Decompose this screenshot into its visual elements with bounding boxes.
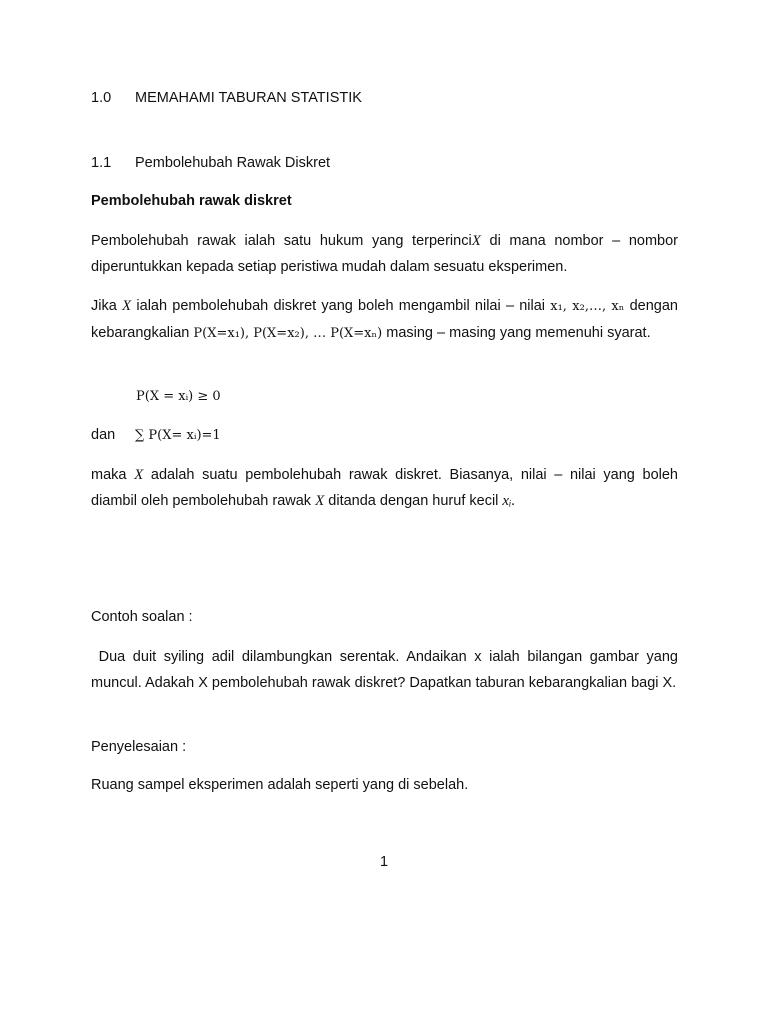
subsection-heading [91,155,330,171]
para2-t4: masing – masing yang memenuhi syarat. [382,325,651,341]
para3-var2: X [315,493,325,509]
para2-var: X [122,298,132,314]
condition-sum [91,427,221,443]
section-title: MEMAHAMI TABURAN STATISTIK [135,90,362,106]
solution-label: Penyelesaian : [91,739,187,755]
page-number: 1 [379,854,389,870]
para3-var: X [134,467,144,483]
para3-t1: maka [91,467,135,483]
para2-t1: Jika [91,298,123,314]
para1-text-after: di mana nombor – nombor diperuntukkan kepada setiap peristiwa mudah dalam sesuatu eksperimen. [91,233,679,275]
example-question: Dua duit syiling adil dilambungkan serentak. Andaikan x ialah bilangan gambar yang muncul. Adakah X pembolehubah rawak diskret? Dapatkan taburan kebarangkalian bagi X. [91,649,683,691]
example-label: Contoh soalan : [91,609,193,625]
solution-text: Ruang sampel eksperimen adalah seperti yang di sebelah. [91,777,469,793]
para1-var: X [471,233,481,249]
subsection-number: 1.1 [91,155,112,171]
section-heading [91,90,362,106]
condition-sum-prefix: dan [91,427,116,443]
para2-t3: dengan kebarangkalian [91,298,678,341]
sum-formula: ∑ P(X= xᵢ)=1 [135,428,221,443]
para3-t2: adalah suatu pembolehubah rawak diskret. Biasanya, nilai – nilai yang boleh diambil oleh pembolehubah rawak [91,467,678,509]
section-number: 1.0 [91,90,112,106]
subsection-title: Pembolehubah Rawak Diskret [135,155,331,171]
conclusion-paragraph [91,462,678,514]
para2-probs-math: P(X=x₁), P(X=x₂), … P(X=xₙ) [193,326,383,341]
condition-nonnegative: P(X = xᵢ) ≥ 0 [136,389,221,404]
para3-var3: xᵢ. [502,493,516,509]
para3-t3: ditanda dengan huruf kecil [324,493,503,509]
para2-t2: ialah pembolehubah diskret yang boleh mengambil nilai – nilai [131,298,551,314]
conditions-paragraph [91,293,678,347]
para2-values-math: x₁, x₂,…, xₙ [550,299,625,314]
definition-paragraph [91,228,678,280]
para1-text-before: Pembolehubah rawak ialah satu hukum yang terperinci [91,233,472,249]
bold-heading: Pembolehubah rawak diskret [91,193,292,209]
